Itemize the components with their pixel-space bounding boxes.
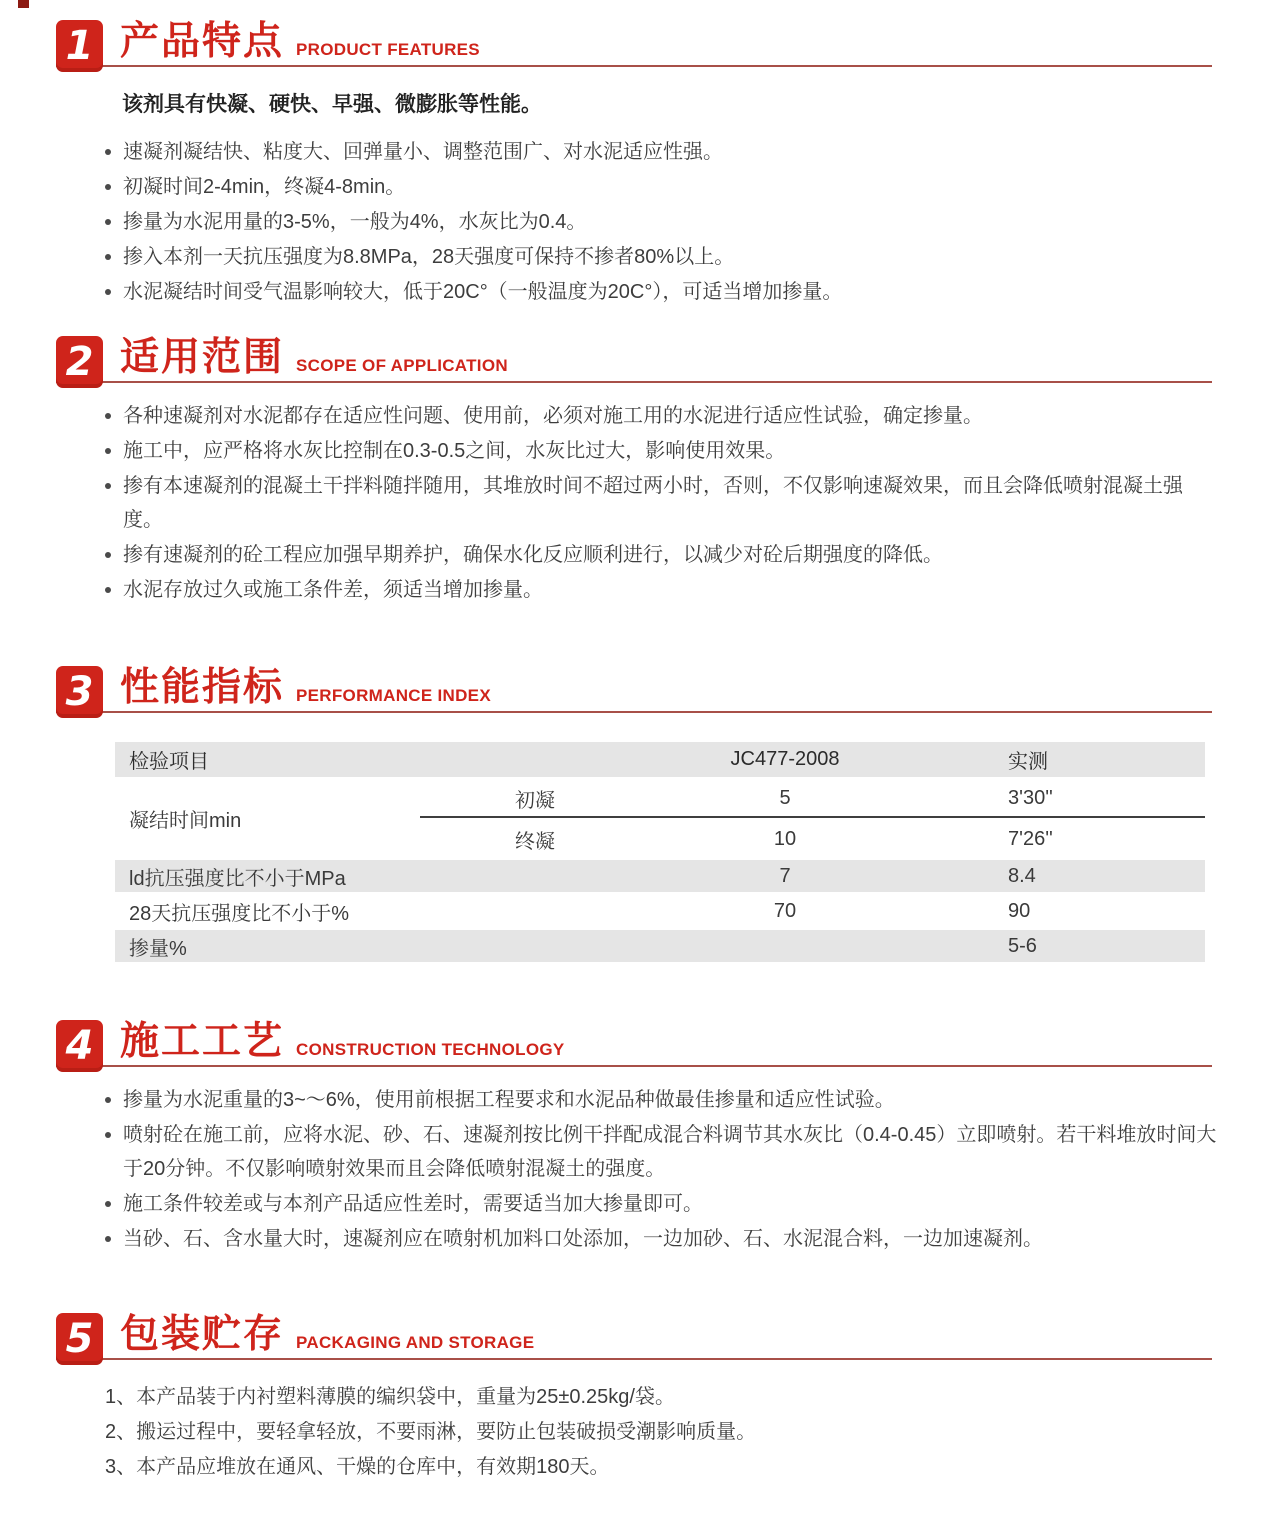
cell-final-set-measured: 7'26'' xyxy=(1008,827,1053,850)
cell-standard xyxy=(650,930,920,962)
list-item xyxy=(105,205,1218,239)
list-item xyxy=(105,538,1218,572)
list-item xyxy=(105,573,1218,607)
cell-item: 掺量% xyxy=(115,930,420,962)
cell-measured: 5-6 xyxy=(920,930,1205,962)
cell-initial-set-label: 初凝 xyxy=(420,780,650,818)
bullet-text: 速凝剂凝结快、粘度大、回弹量小、调整范围广、对水泥适应性强。 xyxy=(123,141,723,163)
section-title-zh: 适用范围 xyxy=(120,336,285,379)
bullet-dot-icon xyxy=(105,448,111,454)
section-header xyxy=(56,1313,1212,1360)
bullet-dot-icon xyxy=(105,552,111,558)
list-item xyxy=(105,135,1218,169)
bullet-text: 掺量为水泥用量的3-5%，一般为4%，水灰比为0.4。 xyxy=(123,211,587,233)
bullet-dot-icon xyxy=(105,254,111,260)
section-header xyxy=(56,1020,1212,1067)
section-construction-technology xyxy=(0,1020,1280,1257)
bullet-text: 当砂、石、含水量大时，速凝剂应在喷射机加料口处添加，一边加砂、石、水泥混合料，一边加速凝剂。 xyxy=(123,1228,1043,1250)
list-item xyxy=(105,275,1218,309)
bullet-dot-icon xyxy=(105,413,111,419)
list-item xyxy=(105,469,1218,537)
bullet-dot-icon xyxy=(105,483,111,489)
list-item xyxy=(105,1083,1218,1117)
section-header xyxy=(56,336,1212,383)
section-title-zh: 性能指标 xyxy=(120,666,285,709)
scope-bullet-list xyxy=(105,399,1218,607)
page-corner-mark xyxy=(18,0,29,8)
list-item xyxy=(105,240,1218,274)
section-scope-of-application xyxy=(0,336,1280,608)
bullet-dot-icon xyxy=(105,1132,111,1138)
cell-standard: 7 xyxy=(650,860,920,892)
cell-setting-time-item: 凝结时间min xyxy=(129,810,242,832)
bullet-text: 掺有本速凝剂的混凝土干拌料随拌随用，其堆放时间不超过两小时，否则，不仅影响速凝效果，而且会降低喷射混凝土强度。 xyxy=(123,475,1183,531)
cell-initial-set-measured: 3'30'' xyxy=(920,780,1205,818)
section-packaging-storage xyxy=(0,1313,1280,1485)
bullet-dot-icon xyxy=(105,587,111,593)
performance-table xyxy=(115,739,1205,965)
bullet-dot-icon xyxy=(105,1097,111,1103)
bullet-dot-icon xyxy=(105,219,111,225)
bullet-text: 掺量为水泥重量的3~～6%，使用前根据工程要求和水泥品种做最佳掺量和适应性试验。 xyxy=(123,1089,895,1111)
features-bullet-list xyxy=(105,135,1218,309)
bullet-text: 喷射砼在施工前，应将水泥、砂、石、速凝剂按比例干拌配成混合料调节其水灰比（0.4-0.45）立即喷射。若干料堆放时间大于20分钟。不仅影响喷射效果而且会降低喷射混凝土的强度。 xyxy=(123,1124,1217,1180)
list-item xyxy=(105,1118,1218,1186)
section-number-badge: 2 xyxy=(56,336,103,388)
section-number-badge: 1 xyxy=(56,20,103,72)
bullet-dot-icon xyxy=(105,1201,111,1207)
features-intro-text: 该剂具有快凝、硬快、早强、微膨胀等性能。 xyxy=(122,93,542,116)
list-item xyxy=(105,1222,1218,1256)
section-number-badge: 3 xyxy=(56,666,103,718)
section-number-badge: 4 xyxy=(56,1020,103,1072)
bullet-text: 各种速凝剂对水泥都存在适应性问题、使用前，必须对施工用的水泥进行适应性试验，确定掺量。 xyxy=(123,405,983,427)
section-title-en: PRODUCT FEATURES xyxy=(296,40,480,59)
cell-measured: 90 xyxy=(1008,899,1031,922)
col-header-empty xyxy=(420,742,650,777)
construction-bullet-list xyxy=(105,1083,1218,1256)
section-number-badge: 5 xyxy=(56,1313,103,1365)
table-row xyxy=(115,895,1205,927)
section-title-zh: 施工工艺 xyxy=(120,1020,285,1063)
list-item: 3、本产品应堆放在通风、干燥的仓库中，有效期180天。 xyxy=(105,1456,610,1478)
section-title-zh: 包装贮存 xyxy=(120,1313,285,1356)
bullet-text: 掺有速凝剂的砼工程应加强早期养护，确保水化反应顺利进行，以减少对砼后期强度的降低。 xyxy=(123,544,943,566)
bullet-dot-icon xyxy=(105,184,111,190)
bullet-text: 施工中，应严格将水灰比控制在0.3-0.5之间，水灰比过大，影响使用效果。 xyxy=(123,440,786,462)
bullet-dot-icon xyxy=(105,289,111,295)
bullet-text: 初凝时间2-4min，终凝4-8min。 xyxy=(123,176,406,198)
bullet-text: 水泥存放过久或施工条件差，须适当增加掺量。 xyxy=(123,579,543,601)
bullet-dot-icon xyxy=(105,1236,111,1242)
section-performance-index xyxy=(0,666,1280,965)
table-row xyxy=(115,930,1205,962)
list-item: 1、本产品装于内衬塑料薄膜的编织袋中，重量为25±0.25kg/袋。 xyxy=(105,1386,675,1408)
col-header-measured: 实测 xyxy=(920,742,1205,777)
cell-final-set-label: 终凝 xyxy=(515,830,555,853)
packaging-numbered-list xyxy=(105,1380,1218,1485)
list-item xyxy=(105,434,1218,468)
section-title-zh: 产品特点 xyxy=(120,20,285,63)
section-title-en: PACKAGING AND STORAGE xyxy=(296,1333,535,1352)
cell-item: 28天抗压强度比不小于% xyxy=(129,902,350,925)
col-header-standard: JC477-2008 xyxy=(650,742,920,777)
cell-item: ld抗压强度比不小于MPa xyxy=(115,860,420,892)
table-row xyxy=(115,780,1205,818)
section-product-features xyxy=(0,20,1280,310)
cell-final-set-standard: 10 xyxy=(773,827,797,850)
list-item xyxy=(105,1187,1218,1221)
table-row xyxy=(115,860,1205,892)
list-item: 2、搬运过程中，要轻拿轻放，不要雨淋，要防止包装破损受潮影响质量。 xyxy=(105,1421,757,1443)
cell-initial-set-standard: 5 xyxy=(650,780,920,818)
section-header xyxy=(56,666,1212,713)
cell-measured: 8.4 xyxy=(920,860,1205,892)
cell-standard: 70 xyxy=(773,899,797,922)
list-item xyxy=(105,170,1218,204)
bullet-text: 掺入本剂一天抗压强度为8.8MPa，28天强度可保持不掺者80%以上。 xyxy=(123,246,735,268)
bullet-dot-icon xyxy=(105,149,111,155)
section-header xyxy=(56,20,1212,67)
section-title-en: PERFORMANCE INDEX xyxy=(296,686,491,705)
bullet-text: 水泥凝结时间受气温影响较大，低于20C°（一般温度为20C°），可适当增加掺量。 xyxy=(123,281,843,303)
section-title-en: CONSTRUCTION TECHNOLOGY xyxy=(296,1040,565,1059)
bullet-text: 施工条件较差或与本剂产品适应性差时，需要适当加大掺量即可。 xyxy=(123,1193,703,1215)
list-item xyxy=(105,399,1218,433)
section-title-en: SCOPE OF APPLICATION xyxy=(296,356,508,375)
table-header-row xyxy=(115,742,1205,777)
col-header-item: 检验项目 xyxy=(115,742,420,777)
